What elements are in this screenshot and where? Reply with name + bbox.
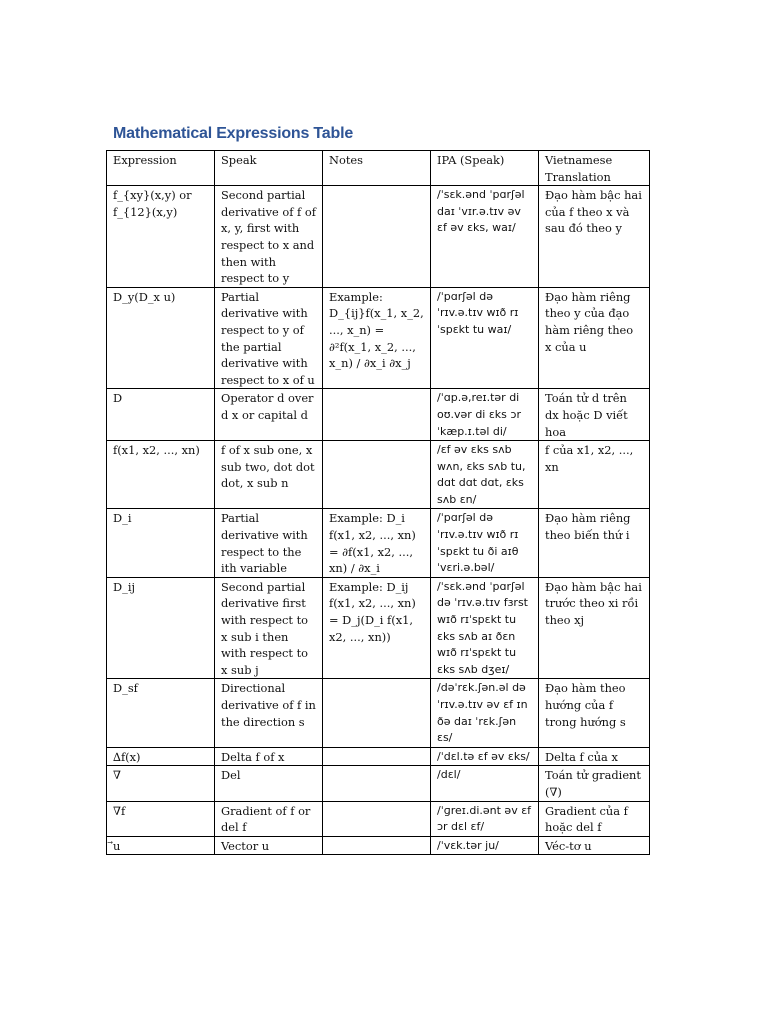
cell-ipa: /ˈpɑrʃəl də ˈrɪv.ə.tɪv wɪð rɪ ˈspɛkt tu waɪ/ [431, 287, 539, 389]
header-expression: Expression [107, 151, 215, 186]
table-row [107, 766, 650, 801]
table-row [107, 186, 650, 288]
table-row [107, 577, 650, 679]
cell-vietnamese: Véc-tơ u [539, 836, 650, 855]
cell-speak: Delta f of x [215, 747, 323, 766]
cell-vietnamese: Đạo hàm riêng theo biến thứ i [539, 509, 650, 577]
cell-ipa: /ˈdɛl.tə ɛf əv ɛks/ [431, 747, 539, 766]
cell-vietnamese: Delta f của x [539, 747, 650, 766]
cell-notes [323, 389, 431, 441]
cell-speak: Operator d over d x or capital d [215, 389, 323, 441]
cell-notes [323, 801, 431, 836]
cell-expression: D_sf [107, 679, 215, 747]
table-row [107, 389, 650, 441]
header-notes: Notes [323, 151, 431, 186]
cell-vietnamese: Đạo hàm theo hướng của f trong hướng s [539, 679, 650, 747]
cell-ipa: /ˈsɛk.ənd ˈpɑrʃəl daɪ ˈvɪr.ə.tɪv əv ɛf əv ɛks, waɪ/ [431, 186, 539, 288]
cell-vietnamese: Toán tử gradient (∇) [539, 766, 650, 801]
cell-ipa: /ɛf əv ɛks sʌb wʌn, ɛks sʌb tu, dɑt dɑt dɑt, ɛks sʌb ɛn/ [431, 441, 539, 509]
cell-expression: ∇f [107, 801, 215, 836]
cell-speak: Second partial derivative of f of x, y, first with respect to x and then with respect to y [215, 186, 323, 288]
cell-speak: Del [215, 766, 323, 801]
cell-vietnamese: Toán tử d trên dx hoặc D viết hoa [539, 389, 650, 441]
cell-speak: Partial derivative with respect to the ith variable [215, 509, 323, 577]
table-row [107, 801, 650, 836]
cell-speak: Directional derivative of f in the direction s [215, 679, 323, 747]
cell-vietnamese: f của x1, x2, ..., xn [539, 441, 650, 509]
cell-speak: Partial derivative with respect to y of the partial derivative with respect to x of u [215, 287, 323, 389]
cell-ipa: /dɛl/ [431, 766, 539, 801]
cell-ipa: /ˈɡreɪ.di.ənt əv ɛf ɔr dɛl ɛf/ [431, 801, 539, 836]
expressions-table [106, 150, 650, 855]
cell-expression: D_y(D_x u) [107, 287, 215, 389]
cell-expression: D_ij [107, 577, 215, 679]
table-body [107, 151, 650, 855]
cell-expression: D [107, 389, 215, 441]
cell-expression: D_i [107, 509, 215, 577]
cell-ipa: /ˈsɛk.ənd ˈpɑrʃəl də ˈrɪv.ə.tɪv fɜrst wɪð rɪˈspɛkt tu ɛks sʌb aɪ ðɛn wɪð rɪˈspɛkt tu ɛks sʌb dʒeɪ/ [431, 577, 539, 679]
header-ipa: IPA (Speak) [431, 151, 539, 186]
cell-speak: Gradient of f or del f [215, 801, 323, 836]
cell-expression: ∇ [107, 766, 215, 801]
cell-speak: Vector u [215, 836, 323, 855]
page-title: Mathematical Expressions Table [113, 125, 354, 142]
table-row [107, 836, 650, 855]
cell-notes [323, 441, 431, 509]
table-row [107, 679, 650, 747]
cell-ipa: /ˈɑp.ə,reɪ.tər di oʊ.vər di ɛks ɔr ˈkæp.ɪ.təl di/ [431, 389, 539, 441]
cell-notes [323, 186, 431, 288]
cell-ipa: /dəˈrɛk.ʃən.əl dəˈrɪv.ə.tɪv əv ɛf ɪn ðə daɪ ˈrɛk.ʃən ɛs/ [431, 679, 539, 747]
cell-expression: f_{xy}(x,y) or f_{12}(x,y) [107, 186, 215, 288]
header-vietnamese: Vietnamese Translation [539, 151, 650, 186]
cell-notes [323, 679, 431, 747]
header-speak: Speak [215, 151, 323, 186]
cell-vietnamese: Đạo hàm bậc hai trước theo xi rồi theo xj [539, 577, 650, 679]
table-row [107, 287, 650, 389]
cell-notes: Example: D_ij f(x1, x2, ..., xn) = D_j(D_i f(x1, x2, ..., xn)) [323, 577, 431, 679]
cell-notes [323, 747, 431, 766]
cell-notes: Example: D_{ij}f(x_1, x_2, ..., x_n) = ∂²f(x_1, x_2, ..., x_n) / ∂x_i ∂x_j [323, 287, 431, 389]
cell-vietnamese: Gradient của f hoặc del f [539, 801, 650, 836]
cell-speak: Second partial derivative first with respect to x sub i then with respect to x sub j [215, 577, 323, 679]
cell-notes: Example: D_i f(x1, x2, ..., xn) = ∂f(x1, x2, ..., xn) / ∂x_i [323, 509, 431, 577]
table-row [107, 747, 650, 766]
table-row [107, 441, 650, 509]
cell-vietnamese: Đạo hàm bậc hai của f theo x và sau đó theo y [539, 186, 650, 288]
cell-expression: ∆f(x) [107, 747, 215, 766]
cell-notes [323, 836, 431, 855]
cell-expression: f(x1, x2, ..., xn) [107, 441, 215, 509]
header-row [107, 151, 650, 186]
cell-vietnamese: Đạo hàm riêng theo y của đạo hàm riêng theo x của u [539, 287, 650, 389]
table-row [107, 509, 650, 577]
cell-ipa: /ˈpɑrʃəl də ˈrɪv.ə.tɪv wɪð rɪ ˈspɛkt tu ði aɪθ ˈvɛri.ə.bəl/ [431, 509, 539, 577]
cell-speak: f of x sub one, x sub two, dot dot dot, x sub n [215, 441, 323, 509]
cell-ipa: /ˈvɛk.tər ju/ [431, 836, 539, 855]
cell-expression: ⃗u [107, 836, 215, 855]
cell-notes [323, 766, 431, 801]
